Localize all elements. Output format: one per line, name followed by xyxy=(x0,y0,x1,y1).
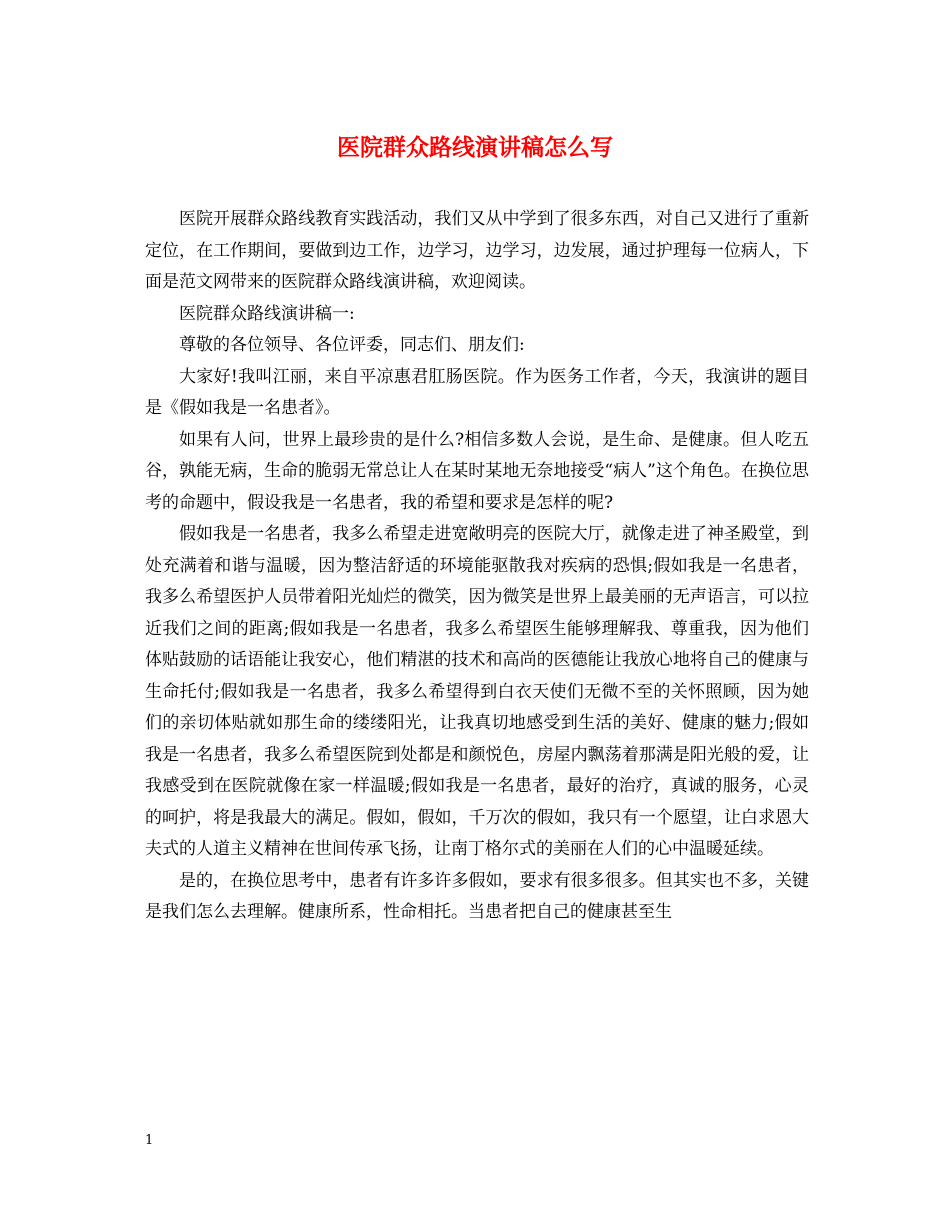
paragraph-intro: 医院开展群众路线教育实践活动，我们又从中学到了很多东西，对自己又进行了重新定位，在工作期间，要做到边工作，边学习，边学习，边发展，通过护理每一位病人，下面是范文网带来的医院群众路线演讲稿，欢迎阅读。 xyxy=(145,209,809,292)
paragraph-salutation: 尊敬的各位领导、各位评委，同志们、朋友们: xyxy=(179,335,525,355)
paragraph-question: 如果有人问，世界上最珍贵的是什么?相信多数人会说，是生命、是健康。但人吃五谷，孰能无病，生命的脆弱无常总让人在某时某地无奈地接受“病人”这个角色。在换位思考的命题中，假设我是一名患者，我的希望和要求是怎样的呢? xyxy=(145,429,809,513)
paragraph-speech-heading: 医院群众路线演讲稿一: xyxy=(179,303,355,324)
paragraph-greeting: 大家好!我叫江丽，来自平凉惠君肛肠医院。作为医务工作者，今天，我演讲的题目是《假如我是一名患者》。 xyxy=(145,366,809,418)
paragraph-conclusion: 是的，在换位思考中，患者有许多许多假如，要求有很多很多。但其实也不多，关键是我们怎么去理解。健康所系，性命相托。当患者把自己的健康甚至生 xyxy=(145,870,809,922)
paragraph-if-i-were-patient: 假如我是一名患者，我多么希望走进宽敞明亮的医院大厅，就像走进了神圣殿堂，到处充满着和谐与温暖，因为整洁舒适的环境能驱散我对疾病的恐惧;假如我是一名患者，我多么希望医护人员带着阳光灿烂的微笑，因为微笑是世界上最美丽的无声语言，可以拉近我们之间的距离;假如我是一名患者，我多么希望医生能够理解我、尊重我，因为他们体贴鼓励的话语能让我安心，他们精湛的技术和高尚的医德能让我放心地将自己的健康与生命托付;假如我是一名患者，我多么希望得到白衣天使们无微不至的关怀照顾，因为她们的亲切体贴就如那生命的缕缕阳光，让我真切地感受到生活的美好、健康的魅力;假如我是一名患者，我多么希望医院到处都是和颜悦色，房屋内飘荡着那满是阳光般的爱，让我感受到在医院就像在家一样温暖;假如我是一名患者，最好的治疗，真诚的服务，心灵的呵护，将是我最大的满足。假如，假如，千万次的假如，我只有一个愿望，让白求恩大夫式的人道主义精神在世间传承飞扬，让南丁格尔式的美丽在人们的心中温暖延续。 xyxy=(145,524,809,859)
document-body xyxy=(145,204,809,929)
page-number: 1 xyxy=(145,1133,154,1148)
document-title: 医院群众路线演讲稿怎么写 xyxy=(337,134,613,161)
